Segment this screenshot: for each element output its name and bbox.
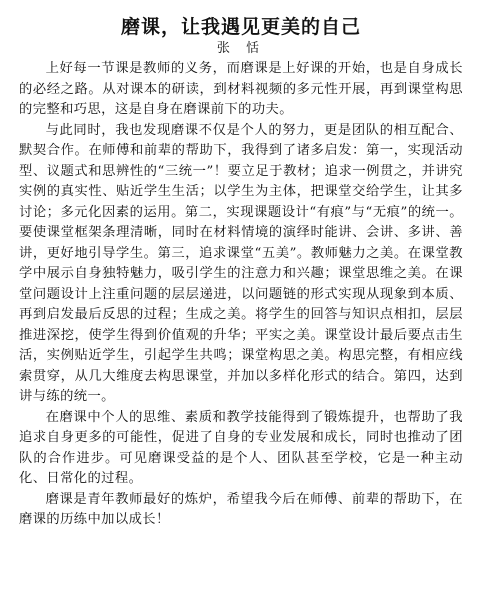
paragraph-4: 磨课是青年教师最好的炼炉，希望我今后在师傅、前辈的帮助下，在磨课的历练中加以成长！: [19, 491, 463, 527]
document-title: 磨课，让我遇见更美的自己: [120, 16, 361, 38]
paragraph-2: 与此同时，我也发现磨课不仅是个人的努力，更是团队的相互配合、默契合作。在师傅和前辈的帮助下，我得到了诸多启发：第一，实现活动型、议题式和思辨性的“三统一”！要立足于教材；追求一例贯之，并讲究实例的真实性、贴近学生生活；以学生为主体，把课堂交给学生，让其多讨论；多元化因素的运用。第二，实现课题设计“有痕”与“无痕”的统一。要使课堂框架条理清晰，同时在材料情境的演绎时能讲、会讲、多讲、善讲，更好地引导学生。第三，追求课堂“五美”。教师魅力之美。在课堂教学中展示自身独特魅力，吸引学生的注意力和兴趣；课堂思维之美。在课堂问题设计上注重问题的层层递进，以问题链的形式实现从现象到本质、再到启发最后反思的过程；生成之美。将学生的回答与知识点相扣，层层推进深挖，使学生得到价值观的升华；平实之美。课堂设计最后要点击生活，实例贴近学生，引起学生共鸣；课堂构思之美。构思完整，有相应线索贯穿，从几大维度去构思课堂，并加以多样化形式的结合。第四，达到讲与练的统一。: [19, 122, 463, 404]
paragraph-3: 在磨课中个人的思维、素质和教学技能得到了锻炼提升，也帮助了我追求自身更多的可能性，促进了自身的专业发展和成长，同时也推动了团队的合作进步。可见磨课受益的是个人、团队甚至学校，它是一种主动化、日常化的过程。: [19, 409, 463, 486]
author-name: 张 恬: [216, 41, 266, 56]
paragraph-1: 上好每一节课是教师的义务，而磨课是上好课的开始，也是自身成长的必经之路。从对课本的研读，到材料视频的多元性开展，再到课堂构思的完整和巧思，这是自身在磨课前下的功夫。: [19, 61, 463, 117]
